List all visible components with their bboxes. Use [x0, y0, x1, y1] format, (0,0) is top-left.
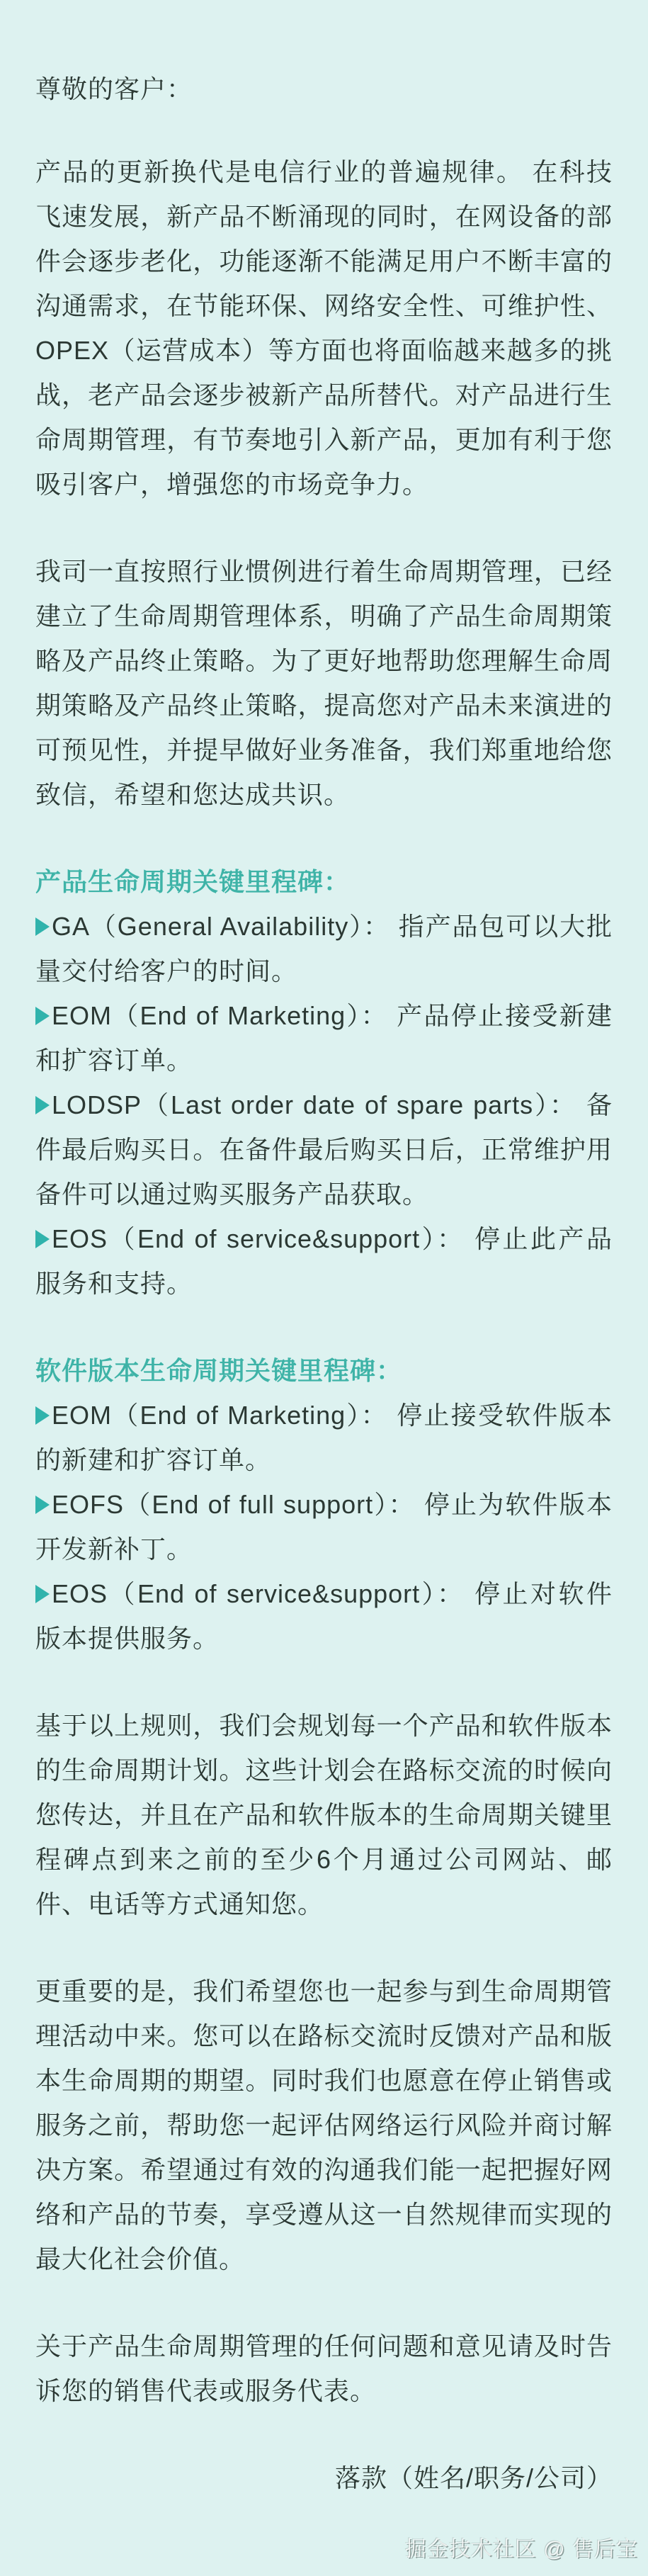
list-item-text: EOS（End of service&support）： 停止此产品服务和支持。: [35, 1224, 613, 1298]
bullet-triangle-icon: [35, 917, 50, 936]
list-item-eom: [35, 993, 613, 1083]
bullet-triangle-icon: [35, 1496, 50, 1514]
list-item-sw-eos: [35, 1571, 613, 1661]
bullet-triangle-icon: [35, 1585, 50, 1603]
product-milestone-list: [35, 904, 613, 1306]
list-item-lodsp: [35, 1083, 613, 1216]
software-milestone-list: [35, 1393, 613, 1661]
section-heading-product-milestones: 产品生命周期关键里程碑：: [35, 867, 351, 896]
list-item-ga: [35, 904, 613, 993]
list-item-eos: [35, 1216, 613, 1306]
salutation: 尊敬的客户：: [35, 74, 193, 103]
bullet-triangle-icon: [35, 1096, 50, 1114]
bullet-triangle-icon: [35, 1007, 50, 1025]
signature: 落款（姓名/职务/公司）: [334, 2463, 613, 2492]
paragraph-intro: 产品的更新换代是电信行业的普遍规律。 在科技飞速发展，新产品不断涌现的同时，在网设备的部件会逐步老化，功能逐渐不能满足用户不断丰富的沟通需求，在节能环保、网络安全性、可维护性、OPEX（运营成本）等方面也将面临越来越多的挑战，老产品会逐步被新产品所替代。对产品进行生命周期管理，有节奏地引入新产品，更加有利于您吸引客户，增强您的市场竞争力。: [35, 157, 613, 499]
list-item-text: EOM（End of Marketing）： 停止接受软件版本的新建和扩容订单。: [35, 1401, 613, 1474]
bullet-triangle-icon: [35, 1230, 50, 1248]
list-item-text: GA（General Availability）： 指产品包可以大批量交付给客户的时间。: [35, 912, 613, 985]
list-item-text: EOFS（End of full support）： 停止为软件版本开发新补丁。: [35, 1490, 613, 1564]
list-item-sw-eofs: [35, 1482, 613, 1571]
paragraph-participation: 更重要的是，我们希望您也一起参与到生命周期管理活动中来。您可以在路标交流时反馈对产品和版本生命周期的期望。同时我们也愿意在停止销售或服务之前，帮助您一起评估网络运行风险并商讨解决方案。希望通过有效的沟通我们能一起把握好网络和产品的节奏，享受遵从这一自然规律而实现的最大化社会价值。: [35, 1977, 613, 2273]
list-item-text: EOM（End of Marketing）： 产品停止接受新建和扩容订单。: [35, 1001, 613, 1075]
list-item-text: EOS（End of service&support）： 停止对软件版本提供服务。: [35, 1579, 613, 1653]
paragraph-lifecycle-policy: 我司一直按照行业惯例进行着生命周期管理，已经建立了生命周期管理体系，明确了产品生命周期策略及产品终止策略。为了更好地帮助您理解生命周期策略及产品终止策略，提高您对产品未来演进的可预见性，并提早做好业务准备，我们郑重地给您致信，希望和您达成共识。: [35, 557, 613, 809]
paragraph-contact: 关于产品生命周期管理的任何问题和意见请及时告诉您的销售代表或服务代表。: [35, 2332, 613, 2405]
list-item-text: LODSP（Last order date of spare parts）： 备件最后购买日。在备件最后购买日后，正常维护用备件可以通过购买服务产品获取。: [35, 1090, 613, 1209]
section-heading-software-milestones: 软件版本生命周期关键里程碑：: [35, 1356, 403, 1385]
paragraph-notification-plan: 基于以上规则，我们会规划每一个产品和软件版本的生命周期计划。这些计划会在路标交流的时候向您传达，并且在产品和软件版本的生命周期关键里程碑点到来之前的至少6个月通过公司网站、邮件、电话等方式通知您。: [35, 1711, 613, 1919]
list-item-sw-eom: [35, 1393, 613, 1482]
watermark: 掘金技术社区 @ 售后宝: [404, 2538, 638, 2561]
bullet-triangle-icon: [35, 1406, 50, 1425]
